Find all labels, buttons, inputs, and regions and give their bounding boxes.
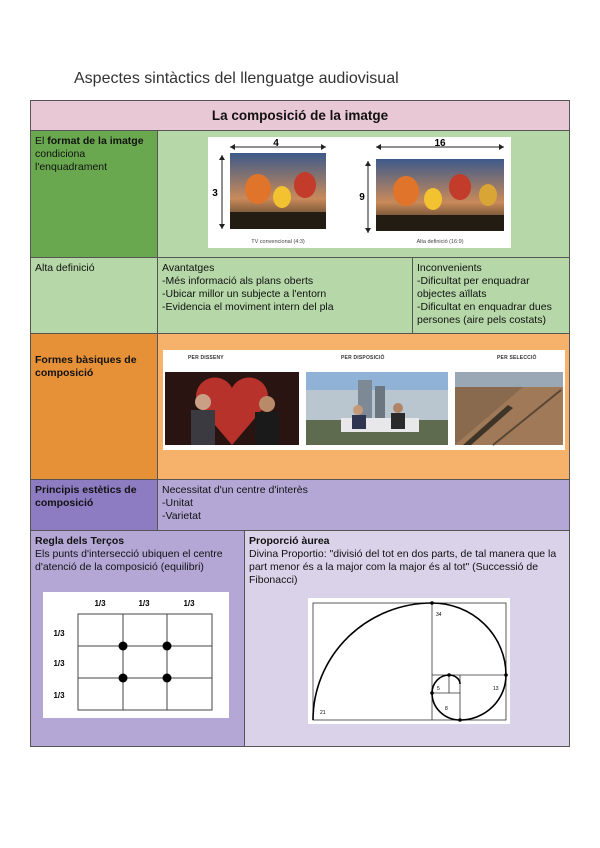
thirds-figure [43,592,229,718]
forms-caption-selection: PER SELECCIÓ [497,355,537,361]
hd-label: Alta definició [35,262,95,274]
ratio169-width-label: 16 [434,138,446,149]
principles-content-cell [157,479,570,531]
hd-label-cell [30,257,158,334]
ratio43-width-label: 4 [273,138,279,149]
forms-caption-design: PER DISSENY [188,355,224,361]
principles-line-2: -Unitat [162,497,193,509]
thirds-top-2: 1/3 [138,599,150,608]
thirds-grid [78,614,212,710]
thirds-point [119,642,128,651]
thirds-point [119,674,128,683]
forms-label-cell [30,333,158,480]
hd-adv-3: -Evidencia el moviment intern del pla [162,301,334,313]
forms-label: Formes bàsiques de composició [35,354,137,379]
hd-dis-title: Inconvenients [417,262,482,274]
format-label-cell [30,130,158,258]
format-label-rest: condiciona l'enquadrament [35,148,108,173]
format-label-prefix: El [35,135,48,147]
golden-figure [308,598,510,724]
ratio169-height-label: 9 [359,192,365,203]
thirds-left-2: 1/3 [53,659,65,668]
thirds-point [163,642,172,651]
thirds-top-3: 1/3 [183,599,195,608]
forms-caption-arrangement: PER DISPOSICIÓ [341,355,385,361]
thirds-grid-svg [43,592,229,718]
ratio169-caption: Alta definició (16:9) [416,239,464,245]
golden-spiral [313,603,506,720]
fib-label-8: 8 [445,706,448,712]
thirds-text: Els punts d'intersecció ubiquen el centre d'atenció de la composició (equilibri) [35,548,223,573]
ratio43-height-label: 3 [212,188,218,199]
forms-figure [163,350,565,450]
thirds-title: Regla dels Terços [35,535,125,547]
hd-adv-1: -Més informació als plans oberts [162,275,314,287]
hd-disadvantages-cell [412,257,570,334]
aspect-ratio-svg [208,137,511,248]
principles-label-cell [30,479,158,531]
table-header [30,100,570,131]
golden-title: Proporció àurea [249,535,330,547]
principles-line-1: Necessitat d'un centre d'interès [162,484,308,496]
table-header-text: La composició de la imatge [211,108,389,123]
hd-dis-2: -Dificultat en enquadrar dues persones (aire pels costats) [417,301,552,326]
fibonacci-squares [313,603,506,720]
thirds-left-3: 1/3 [53,691,65,700]
fib-label-13: 13 [493,686,499,692]
thirds-point [163,674,172,683]
ratio43-caption: TV convencional (4:3) [251,239,305,245]
principles-label: Principis estètics de composició [35,484,137,509]
principles-line-3: -Varietat [162,510,201,522]
thirds-top-1: 1/3 [94,599,106,608]
fib-label-34: 34 [436,612,442,618]
hd-adv-title: Avantatges [162,262,215,274]
golden-text: Divina Proportio: "divisió del tot en dos parts, de tal manera que la part menor és a la major com la major és al tot" (Successió de Fibonacci) [249,548,557,586]
fib-label-21: 21 [320,710,326,716]
document-title: Aspectes sintàctics del llenguatge audiovisual [74,70,399,87]
hd-dis-1: -Dificultat per enquadrar objectes aïllats [417,275,530,300]
fib-label-5: 5 [437,686,440,692]
forms-photos-svg [163,350,565,450]
aspect-ratio-figure [208,137,511,248]
thirds-left-1: 1/3 [53,629,65,638]
format-label-bold: format de la imatge [47,135,144,147]
golden-spiral-svg [308,598,510,724]
hd-adv-2: -Ubicar millor un subjecte a l'entorn [162,288,327,300]
hd-advantages-cell [157,257,413,334]
